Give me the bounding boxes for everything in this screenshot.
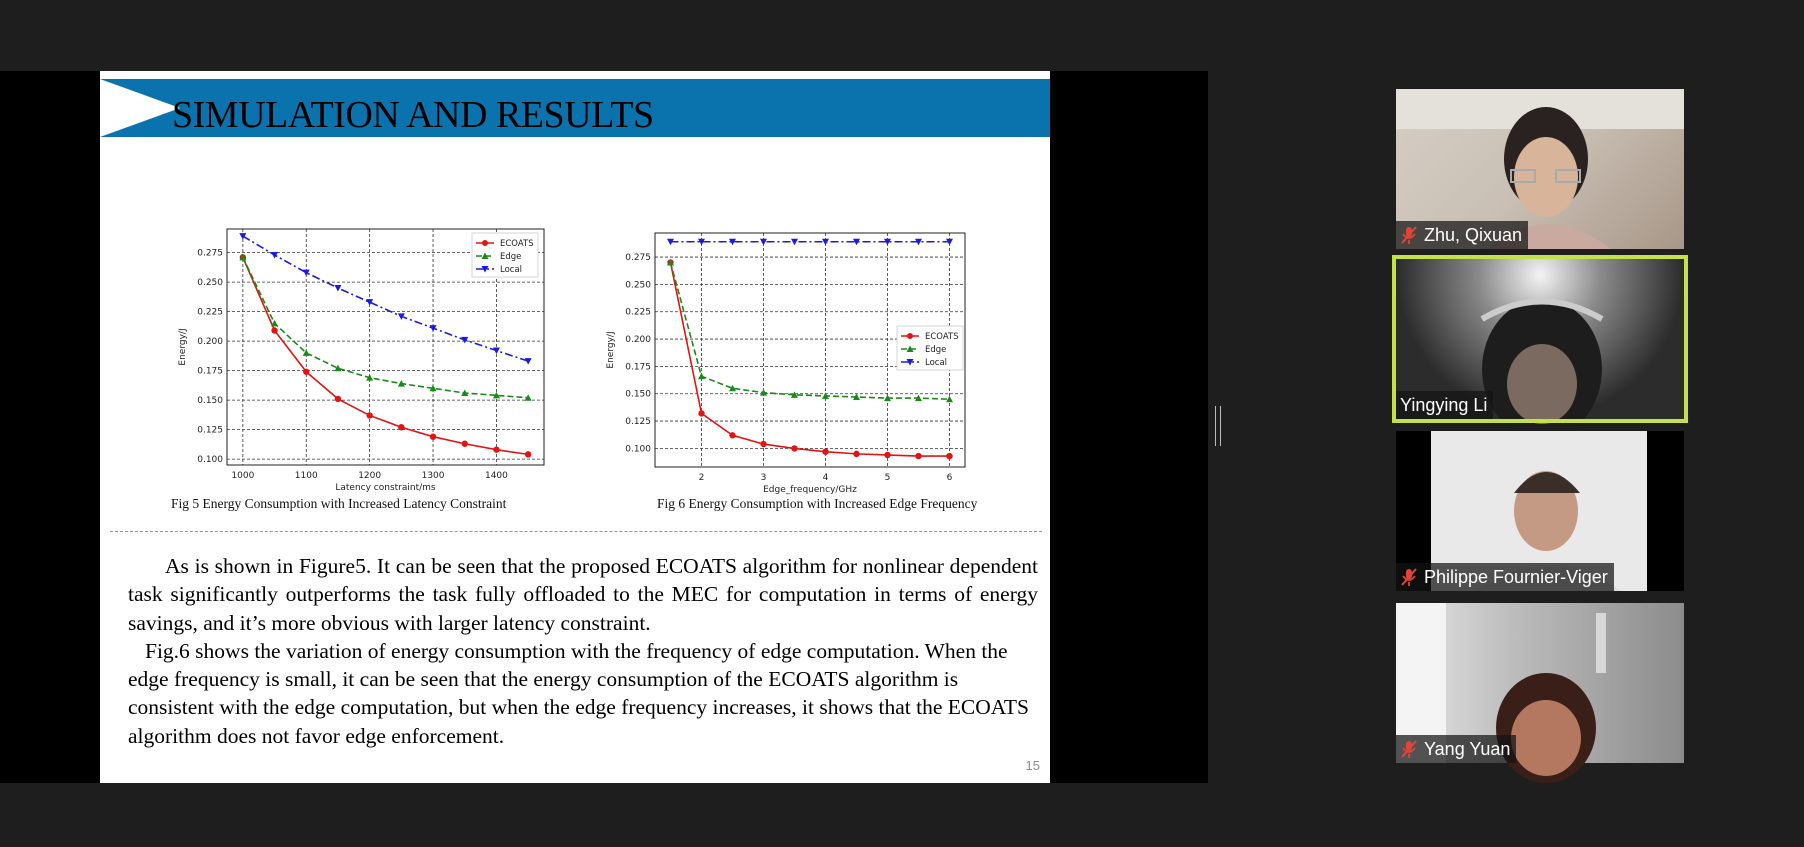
x-tick-label: 1200 [358,471,382,481]
participant-tile-3[interactable] [1396,431,1684,591]
data-point-local [525,358,532,365]
data-point-ecoats [791,445,797,451]
legend-label: Edge [500,252,522,262]
data-point-local [822,239,829,246]
legend-label: ECOATS [500,239,534,249]
x-tick-label: 1300 [421,471,445,481]
data-point-local [493,348,500,355]
y-tick-label: 0.125 [625,417,651,428]
fig6-energy-frequency-chart [606,211,970,495]
data-point-local [760,239,767,246]
x-axis-label: Latency constraint/ms [335,483,436,493]
data-point-ecoats [525,451,531,457]
x-tick-label: 2 [698,473,705,483]
participant-name-1 [1396,221,1528,249]
panel-resize-handle[interactable] [1215,406,1221,446]
legend-marker [482,240,488,246]
x-tick-label: 1000 [231,471,255,481]
mic-muted-icon [1400,225,1418,245]
series-line-edge [243,257,528,397]
data-point-ecoats [946,453,952,459]
data-point-edge [698,373,705,380]
x-tick-label: 4 [822,473,829,483]
y-axis-label: Energy/J [606,331,616,369]
fig6-caption: Fig 6 Energy Consumption with Increased Edge Frequency [657,496,978,511]
data-point-ecoats [698,410,704,416]
data-point-ecoats [398,424,404,430]
data-point-ecoats [915,453,921,459]
data-point-ecoats [271,327,277,333]
y-tick-label: 0.225 [197,307,223,318]
legend-label: ECOATS [925,332,959,342]
data-point-ecoats [822,448,828,454]
series-line-ecoats [243,257,528,454]
paragraph-1: As is shown in Figure5. It can be seen that the proposed ECOATS algorithm for nonlinear dependent task significantly outperforms the task fully offloaded to the MEC for computation in terms of energy savings, and it’s more obvious with larger latency constraint. [128,554,1038,635]
slide-body-text [128,552,1038,750]
data-point-ecoats [884,452,890,458]
y-tick-label: 0.125 [197,425,223,436]
data-point-ecoats [760,441,766,447]
x-tick-label: 1400 [484,471,508,481]
mic-muted-icon [1400,567,1418,587]
participant-tile-1[interactable] [1396,89,1684,249]
legend-label: Local [500,265,523,275]
data-point-local [239,233,246,240]
data-point-local [303,270,310,277]
data-point-ecoats [462,441,468,447]
y-tick-label: 0.150 [625,389,651,400]
participant-tile-2[interactable] [1396,259,1684,419]
mic-muted-icon [1400,739,1418,759]
legend-label: Edge [925,345,947,355]
x-tick-label: 3 [760,473,767,483]
participant-name-4 [1396,735,1516,763]
slide-page-number: 15 [1025,758,1040,773]
y-axis-label: Energy/J [178,328,188,366]
participant-name-label-3: Philippe Fournier-Viger [1424,567,1608,587]
data-point-ecoats [366,412,372,418]
y-tick-label: 0.175 [197,366,223,377]
data-point-ecoats [729,432,735,438]
data-point-local [271,252,278,259]
data-point-ecoats [303,369,309,375]
x-tick-label: 1100 [294,471,318,481]
y-tick-label: 0.250 [197,278,223,289]
presentation-slide [100,71,1050,783]
y-tick-label: 0.200 [625,335,651,346]
y-tick-label: 0.275 [625,253,651,264]
participant-name-2 [1396,391,1493,419]
data-point-edge [946,396,953,403]
legend-label: Local [925,358,948,368]
x-axis-label: Edge_frequency/GHz [763,485,857,495]
y-tick-label: 0.250 [625,280,651,291]
paragraph-2: Fig.6 shows the variation of energy consumption with the frequency of edge computation. When the edge frequency is small, it can be seen that the energy consumption of the ECOATS algorithm is consistent with the edge computation, but when the edge frequency increases, it shows that the ECOATS algorithm does not favor edge enforcement. [128,638,1029,748]
data-point-ecoats [335,396,341,402]
fig5-caption: Fig 5 Energy Consumption with Increased Latency Constraint [171,496,507,511]
participant-name-label-4: Yang Yuan [1424,739,1511,759]
x-tick-label: 5 [884,473,891,483]
data-point-ecoats [493,446,499,452]
data-point-ecoats [430,433,436,439]
participant-name-label-2: Yingying Li [1400,395,1488,415]
data-point-ecoats [853,451,859,457]
y-tick-label: 0.225 [625,307,651,318]
data-point-edge [334,365,341,372]
slide-title-bar [100,79,1050,137]
slide-title: SIMULATION AND RESULTS [172,94,654,136]
participant-tile-4[interactable] [1396,603,1684,763]
y-tick-label: 0.100 [197,455,223,466]
fig5-energy-latency-chart [178,211,540,493]
data-point-local [334,285,341,292]
y-tick-label: 0.200 [197,337,223,348]
y-tick-label: 0.175 [625,362,651,373]
y-tick-label: 0.275 [197,248,223,259]
participant-name-3 [1396,563,1614,591]
legend-marker [907,333,913,339]
data-point-local [791,239,798,246]
y-tick-label: 0.150 [197,396,223,407]
participant-name-label-1: Zhu, Qixuan [1424,225,1523,245]
dashed-divider [110,531,1042,532]
y-tick-label: 0.100 [625,444,651,455]
x-tick-label: 6 [946,473,953,483]
